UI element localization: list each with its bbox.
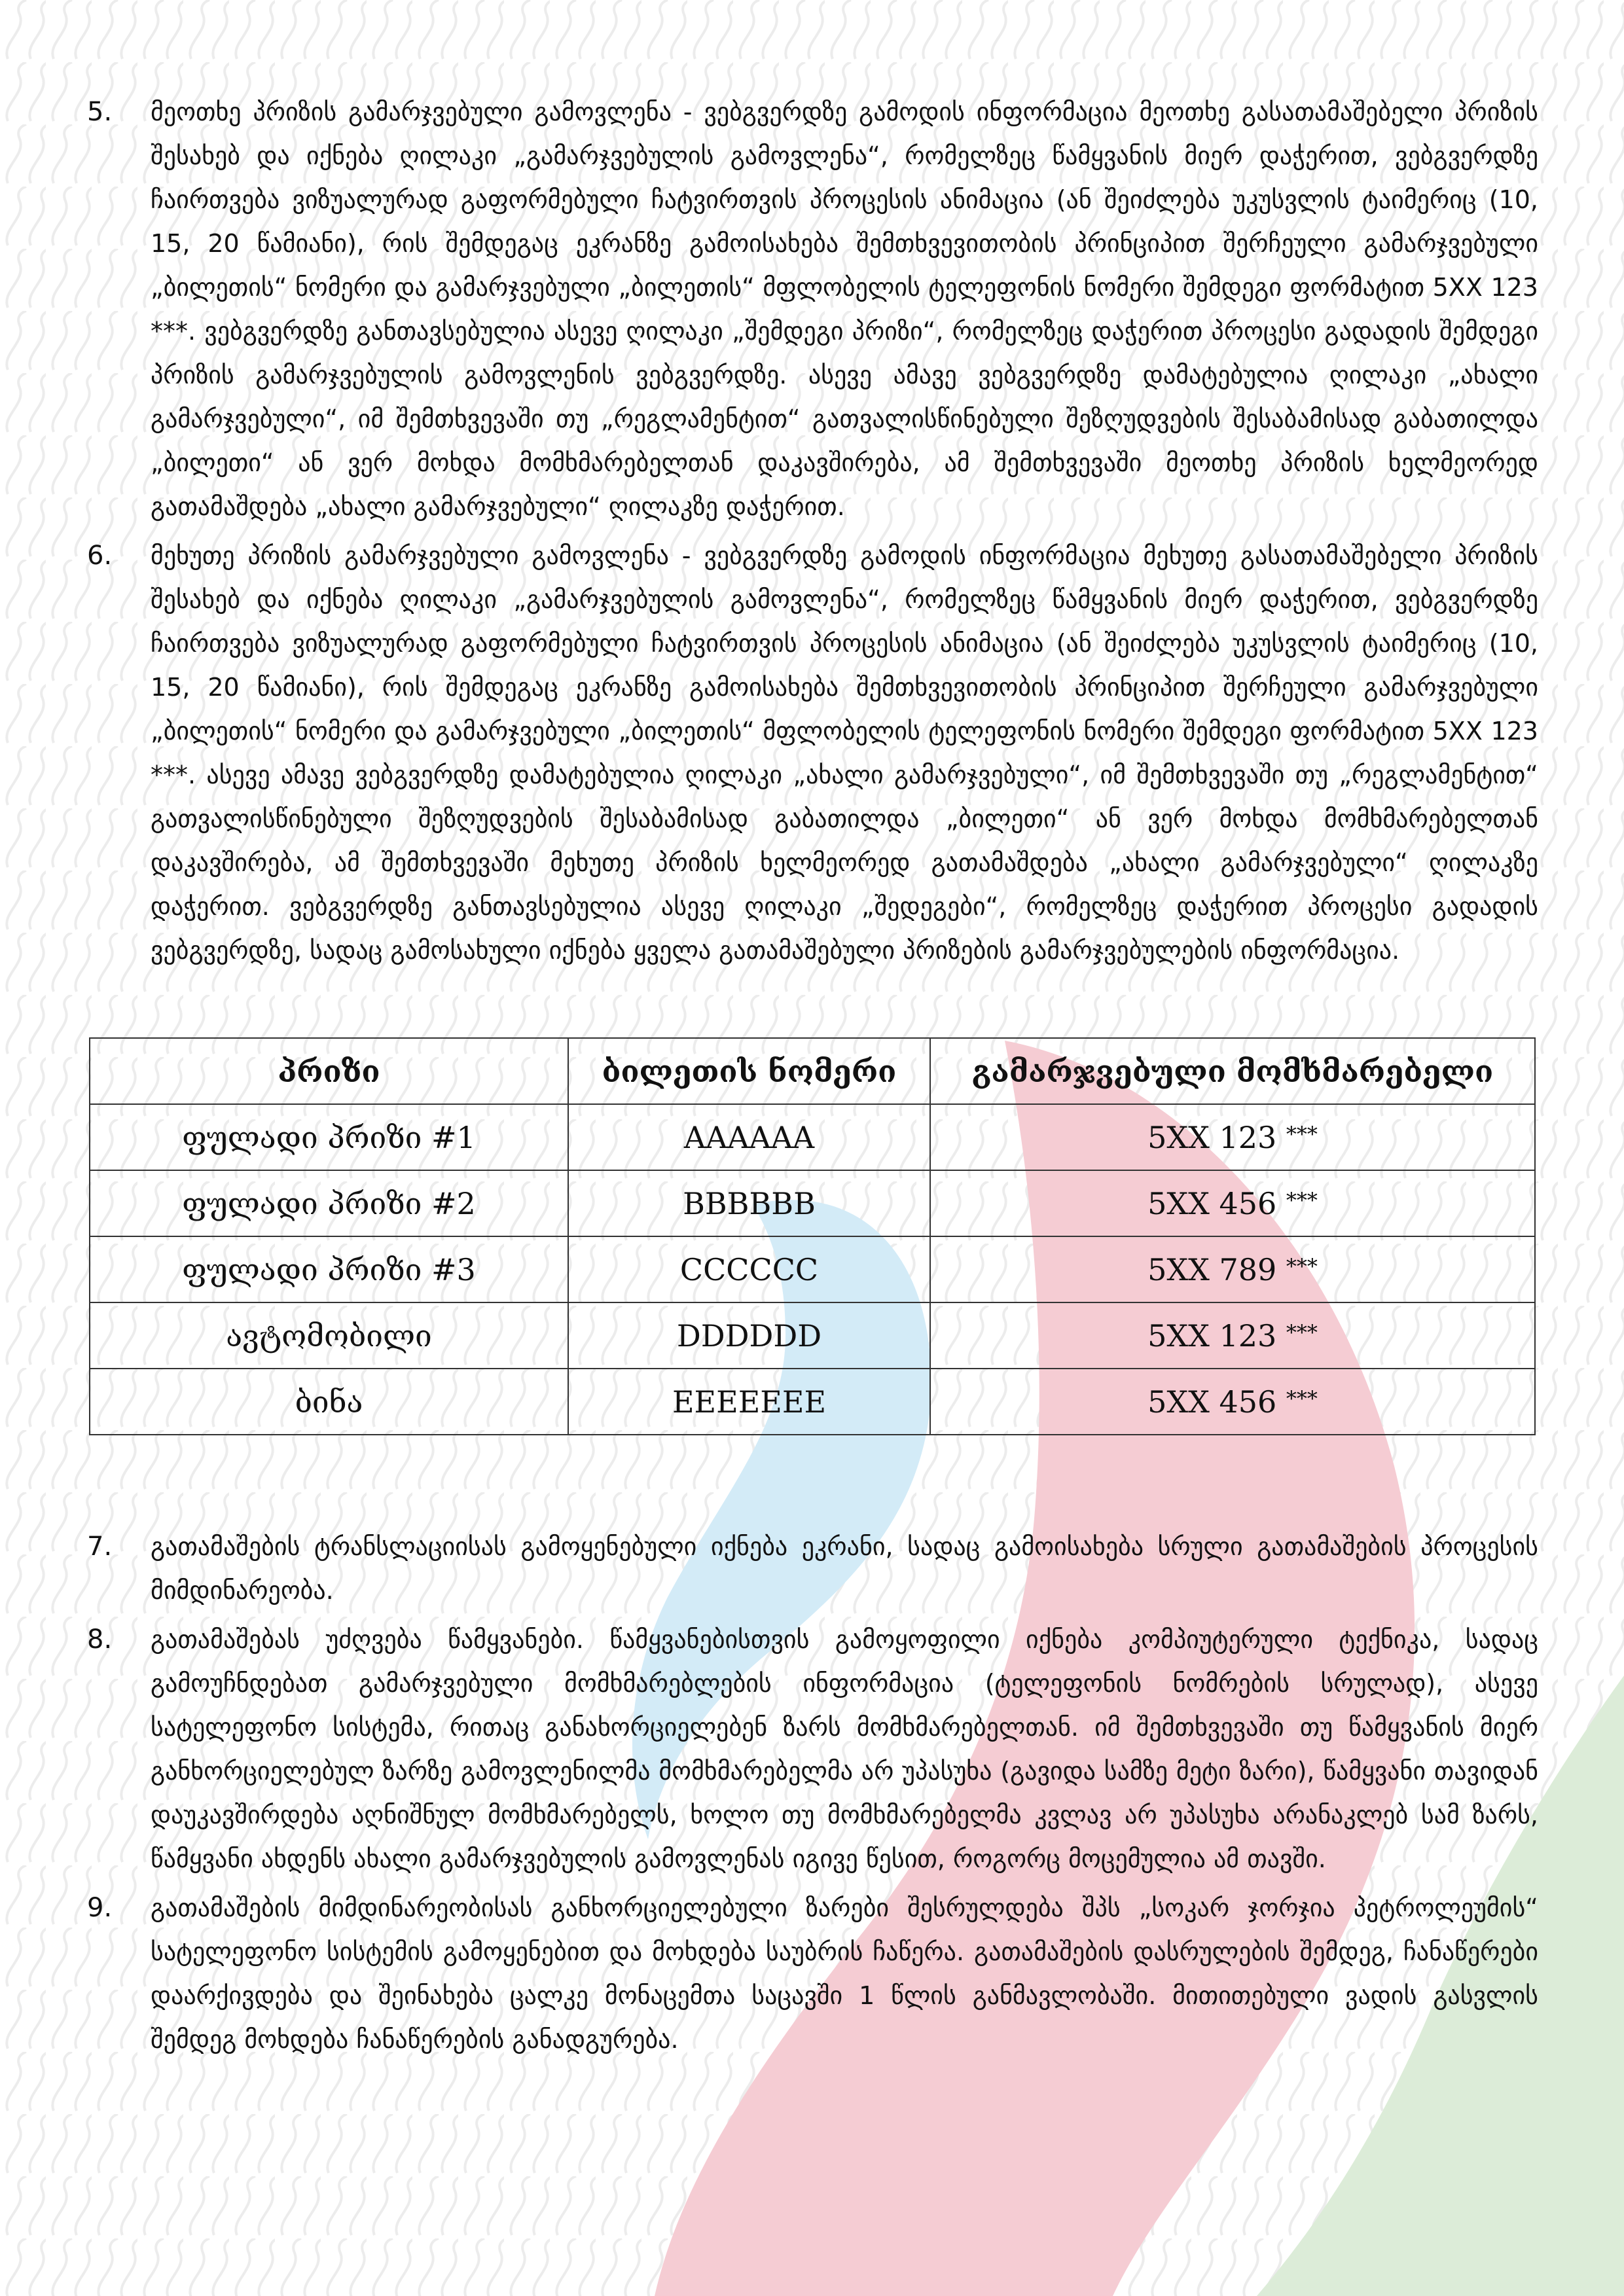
table-row — [90, 1170, 1535, 1236]
phone-number: 5XX 123 — [1147, 1119, 1277, 1155]
prize-cell: ფულადი პრიზი #2 — [90, 1170, 568, 1236]
masked-digits: *** — [1286, 1386, 1318, 1411]
prize-cell: ფულადი პრიზი #1 — [90, 1104, 568, 1170]
table-row — [90, 1369, 1535, 1435]
table-row — [90, 1302, 1535, 1369]
ticket-cell: AAAAAA — [568, 1104, 930, 1170]
column-header-prize: პრიზი — [90, 1038, 568, 1104]
table-header-row — [90, 1038, 1535, 1104]
list-item-number: 8. — [87, 1624, 113, 1655]
masked-digits: *** — [1286, 1253, 1318, 1279]
list-item-number: 5. — [87, 97, 113, 127]
list-item-text: გათამაშებას უძღვება წამყვანები. წამყვანებისთვის გამოყოფილი იქნება კომპიუტერული ტექნიკა, სადაც გამოუჩნდებათ გამარჯვებული მომხმარებლების ინფორმაცია (ტელეფონის ნომრების სრულად), ასევე სატელეფონო სისტემა, რითაც განახორციელებენ ზარს მომხმარებელთან. იმ შემთხვევაში თუ წამყვანის მიერ განხორციელებულ ზარზე გამოვლენილმა მომხმარებელმა არ უპასუხა (გავიდა სამზე მეტი ზარი), წამყვანი თავიდან დაუკავშირდება აღნიშნულ მომხმარებელს, ხოლო თუ მომხმარებელმა კვლავ არ უპასუხა არანაკლებ სამ ზარს, წამყვანი ახდენს ახალი გამარჯვებულის გამოვლენას იგივე წესით, როგორც მოცემულია ამ თავში. — [151, 1625, 1538, 1873]
list-item-text: მეხუთე პრიზის გამარჯვებული გამოვლენა - ვებგვერდზე გამოდის ინფორმაცია მეხუთე გასათამაშებელი პრიზის შესახებ და იქნება ღილაკი „გამარჯვებულის გამოვლენა“, რომელზეც წამყვანის მიერ დაჭერით, ვებგვერდზე ჩაირთვება ვიზუალურად გაფორმებული ჩატვირთვის პროცესის ანიმაცია (ან შეიძლება უკუსვლის ტაიმერიც (10, 15, 20 წამიანი), რის შემდეგაც ეკრანზე გამოისახება შემთხვევითობის პრინციპით შერჩეული გამარჯვებული „ბილეთის“ ნომერი და გამარჯვებული „ბილეთის“ მფლობელის ტელეფონის ნომერი შემდეგი ფორმატით 5XX 123 ***. ასევე ამავე ვებგვერდზე დამატებულია ღილაკი „ახალი გამარჯვებული“, იმ შემთხვევაში თუ „რეგლამენტით“ გათვალისწინებული შეზღუდვების შესაბამისად გაბათილდა „ბილეთი“ ან ვერ მოხდა მომხმარებელთან დაკავშირება, ამ შემთხვევაში მეხუთე პრიზის ხელმეორედ გათამაშდება „ახალი გამარჯვებული“ ღილაკზე დაჭერით. ვებგვერდზე განთავსებულია ასევე ღილაკი „შედეგები“, რომელზეც დაჭერით პროცესი გადადის ვებგვერდზე, სადაც გამოსახული იქნება ყველა გათამაშებული პრიზების გამარჯვებულების ინფორმაცია. — [151, 541, 1538, 965]
list-item-number: 7. — [87, 1532, 113, 1562]
masked-digits: *** — [1286, 1187, 1318, 1213]
list-item — [82, 1525, 1538, 1613]
winner-cell — [930, 1369, 1535, 1435]
table-row — [90, 1104, 1535, 1170]
list-item — [82, 1618, 1538, 1881]
ticket-cell: EEEEEEE — [568, 1369, 930, 1435]
list-item-text: მეოთხე პრიზის გამარჯვებული გამოვლენა - ვებგვერდზე გამოდის ინფორმაცია მეოთხე გასათამაშებელი პრიზის შესახებ და იქნება ღილაკი „გამარჯვებულის გამოვლენა“, რომელზეც წამყვანის მიერ დაჭერით, ვებგვერდზე ჩაირთვება ვიზუალურად გაფორმებული ჩატვირთვის პროცესის ანიმაცია (ან შეიძლება უკუსვლის ტაიმერიც (10, 15, 20 წამიანი), რის შემდეგაც ეკრანზე გამოისახება შემთხვევითობის პრინციპით შერჩეული გამარჯვებული „ბილეთის“ ნომერი და გამარჯვებული „ბილეთის“ მფლობელის ტელეფონის ნომერი შემდეგი ფორმატით 5XX 123 ***. ვებგვერდზე განთავსებულია ასევე ღილაკი „შემდეგი პრიზი“, რომელზეც დაჭერით პროცესი გადადის შემდეგი პრიზის გამარჯვებულის გამოვლენის ვებგვერდზე. ასევე ამავე ვებგვერდზე დამატებულია ღილაკი „ახალი გამარჯვებული“, იმ შემთხვევაში თუ „რეგლამენტით“ გათვალისწინებული შეზღუდვების შესაბამისად გაბათილდა „ბილეთი“ ან ვერ მოხდა მომხმარებელთან დაკავშირება, ამ შემთხვევაში მეოთხე პრიზის ხელმეორედ გათამაშდება „ახალი გამარჯვებული“ ღილაკზე დაჭერით. — [151, 98, 1538, 521]
list-item-number: 6. — [87, 541, 113, 571]
winner-cell — [930, 1236, 1535, 1302]
winner-cell — [930, 1302, 1535, 1369]
column-header-winner: გამარჯვებული მომხმარებელი — [930, 1038, 1535, 1104]
ticket-cell: CCCCCC — [568, 1236, 930, 1302]
prize-cell: ბინა — [90, 1369, 568, 1435]
numbered-list-bottom — [82, 1525, 1538, 2067]
list-item — [82, 534, 1538, 973]
phone-number: 5XX 789 — [1147, 1251, 1277, 1287]
ticket-cell: DDDDDD — [568, 1302, 930, 1369]
numbered-list-top — [82, 90, 1538, 978]
phone-number: 5XX 456 — [1147, 1185, 1277, 1221]
column-header-ticket-number: ბილეთის ნომერი — [568, 1038, 930, 1104]
phone-number: 5XX 456 — [1147, 1384, 1277, 1420]
winner-cell — [930, 1104, 1535, 1170]
prize-cell: ავტომობილი — [90, 1302, 568, 1369]
winner-cell — [930, 1170, 1535, 1236]
list-item — [82, 1886, 1538, 2062]
ticket-cell: BBBBBB — [568, 1170, 930, 1236]
masked-digits: *** — [1286, 1319, 1318, 1345]
masked-digits: *** — [1286, 1121, 1318, 1147]
table-row — [90, 1236, 1535, 1302]
list-item-text: გათამაშების ტრანსლაციისას გამოყენებული იქნება ეკრანი, სადაც გამოისახება სრული გათამაშების პროცესის მიმდინარეობა. — [151, 1532, 1538, 1605]
list-item-text: გათამაშების მიმდინარეობისას განხორციელებული ზარები შესრულდება შპს „სოკარ ჯორჯია პეტროლეუმის“ სატელეფონო სისტემის გამოყენებით და მოხდება საუბრის ჩაწერა. გათამაშების დასრულების შემდეგ, ჩანაწერები დაარქივდება და შეინახება ცალკე მონაცემთა საცავში 1 წლის განმავლობაში. მითითებული ვადის გასვლის შემდეგ მოხდება ჩანაწერების განადგურება. — [151, 1893, 1538, 2054]
list-item-number: 9. — [87, 1893, 113, 1923]
phone-number: 5XX 123 — [1147, 1318, 1277, 1354]
list-item — [82, 90, 1538, 529]
prize-cell: ფულადი პრიზი #3 — [90, 1236, 568, 1302]
prize-winners-table — [89, 1037, 1536, 1435]
